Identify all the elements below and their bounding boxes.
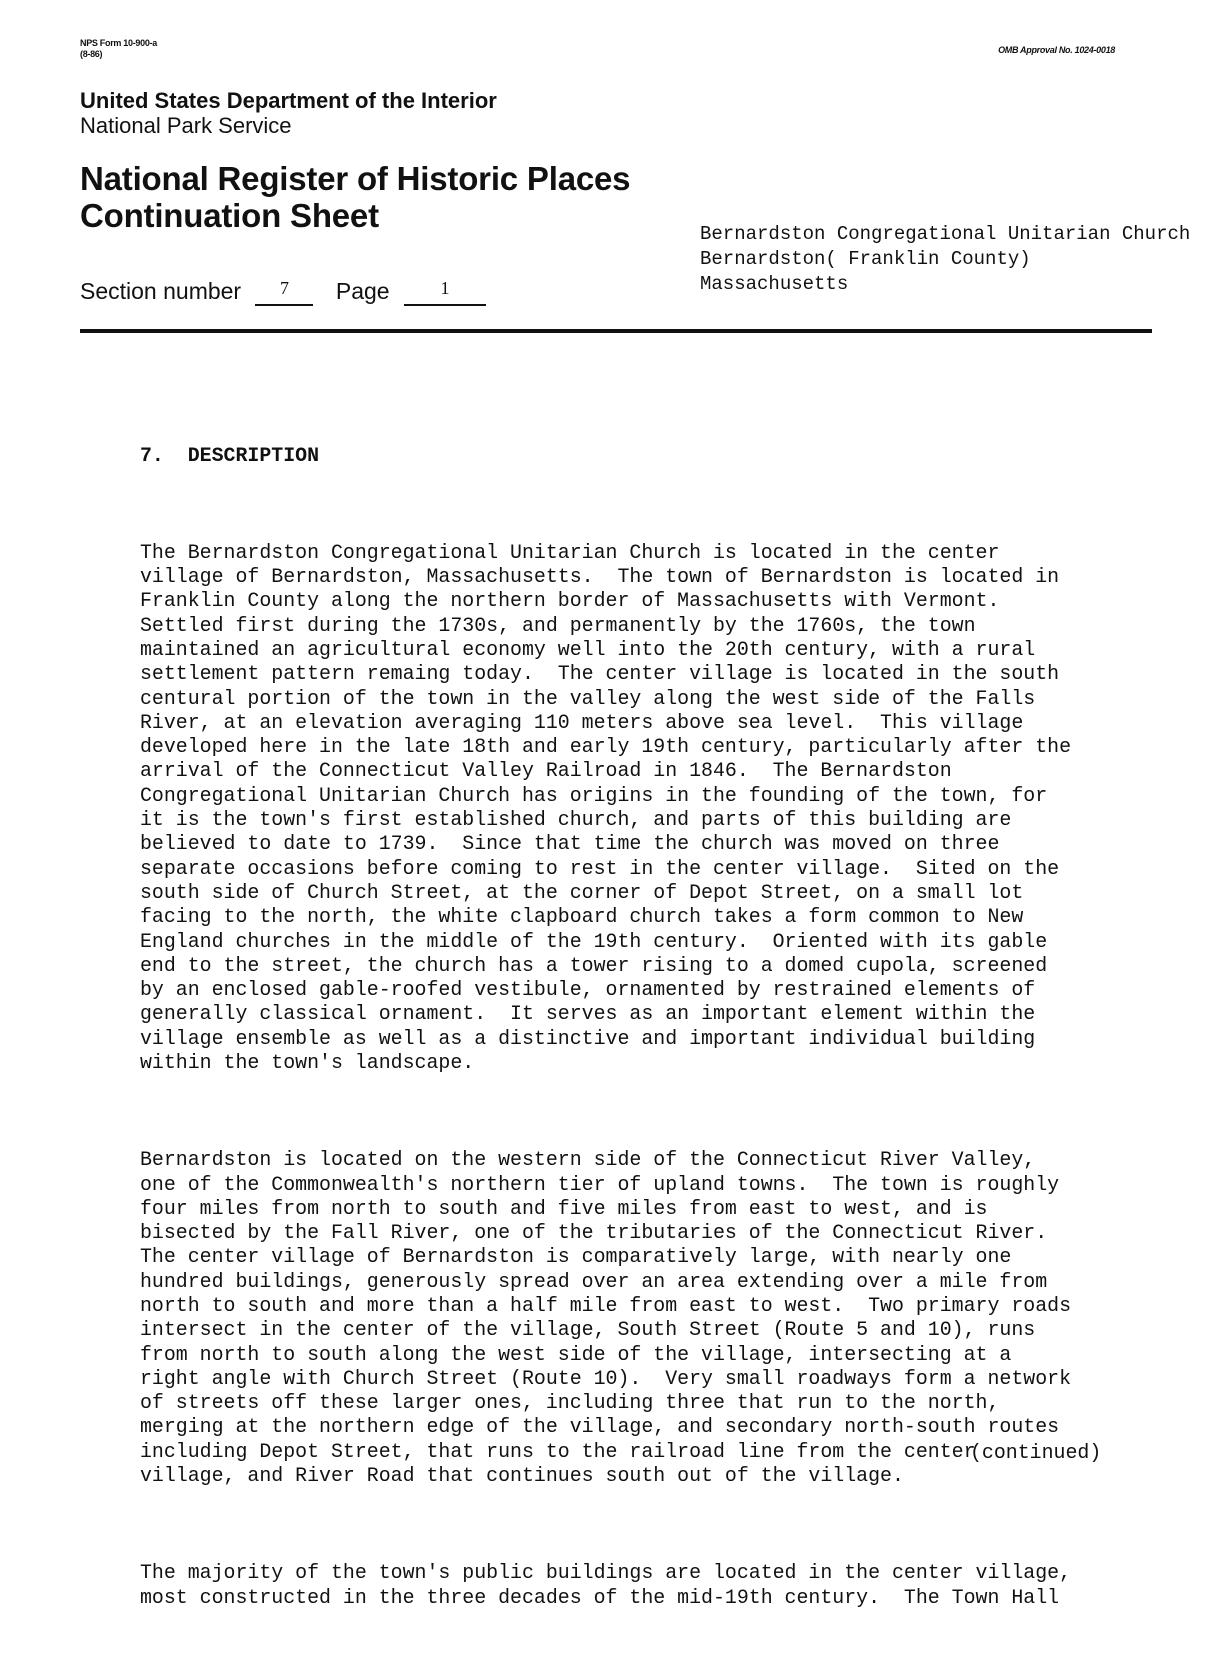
text-line: bisected by the Fall River, one of the tributaries of the Connecticut River.: [140, 1221, 1048, 1245]
text-line: maintained an agricultural economy well into the 20th century, with a rural: [140, 637, 1036, 661]
text-line: England churches in the middle of the 19th century. Oriented with its gable: [140, 929, 1048, 953]
text-line: The center village of Bernardston is comparatively large, with nearly one: [140, 1245, 1012, 1269]
paragraph: [140, 1561, 1140, 1610]
omb-approval: OMB Approval No. 1024-0018: [998, 45, 1115, 55]
text-line: Settled first during the 1730s, and permanently by the 1760s, the town: [140, 613, 976, 637]
form-number: [80, 38, 157, 60]
form-title: [80, 160, 630, 234]
text-line: by an enclosed gable-roofed vestibule, ornamented by restrained elements of: [140, 978, 1036, 1002]
text-line: The Bernardston Congregational Unitarian Church is located in the center: [140, 540, 1000, 564]
department-name: United States Department of the Interior: [80, 88, 497, 113]
section-heading: 7. DESCRIPTION: [140, 443, 320, 467]
text-line: from north to south along the west side of the village, intersecting at a: [140, 1342, 1012, 1366]
text-line: believed to date to 1739. Since that time the church was moved on three: [140, 832, 1000, 856]
text-line: hundred buildings, generously spread over an area extending over a mile from: [140, 1269, 1048, 1293]
text-line: village of Bernardston, Massachusetts. The town of Bernardston is located in: [140, 565, 1060, 589]
text-line: intersect in the center of the village, South Street (Route 5 and 10), runs: [140, 1318, 1036, 1342]
text-line: right angle with Church Street (Route 10). Very small roadways form a network: [140, 1366, 1072, 1390]
text-line: developed here in the late 18th and early 19th century, particularly after the: [140, 735, 1072, 759]
paragraph: [140, 541, 1140, 1076]
header-divider: [80, 329, 1152, 333]
agency-header: [80, 88, 497, 138]
text-line: Franklin County along the northern border of Massachusetts with Vermont.: [140, 589, 1000, 613]
property-name: Bernardston Congregational Unitarian Church: [700, 223, 1191, 245]
form-title-line1: National Register of Historic Places: [80, 160, 631, 197]
text-line: separate occasions before coming to rest in the center village. Sited on the: [140, 856, 1060, 880]
page-label: Page: [335, 278, 390, 304]
form-title-line2: Continuation Sheet: [80, 197, 379, 234]
paragraph: [140, 1148, 1140, 1488]
text-line: south side of Church Street, at the corner of Depot Street, on a small lot: [140, 880, 1024, 904]
section-number-label: Section number: [80, 278, 242, 304]
text-line: Congregational Unitarian Church has origins in the founding of the town, for: [140, 783, 1048, 807]
text-line: north to south and more than a half mile from east to west. Two primary roads: [140, 1293, 1072, 1317]
text-line: including Depot Street, that runs to the railroad line from the center: [140, 1439, 976, 1463]
text-line: it is the town's first established church, and parts of this building are: [140, 808, 1012, 832]
property-state: Massachusetts: [700, 273, 849, 295]
page-number-value: 1: [404, 278, 486, 306]
service-name: National Park Service: [80, 113, 292, 138]
document-body: [140, 395, 1140, 1658]
text-line: centural portion of the town in the valley along the west side of the Falls: [140, 686, 1036, 710]
text-line: of streets off these larger ones, including three that run to the north,: [140, 1391, 1000, 1415]
form-number-line: NPS Form 10-900-a: [80, 38, 157, 48]
text-line: merging at the northern edge of the village, and secondary north-south routes: [140, 1415, 1060, 1439]
section-page-line: [80, 278, 502, 306]
text-line: The majority of the town's public buildings are located in the center village,: [140, 1561, 1072, 1585]
text-line: Bernardston is located on the western side of the Connecticut River Valley,: [140, 1148, 1036, 1172]
text-line: River, at an elevation averaging 110 meters above sea level. This village: [140, 710, 1024, 734]
continued-note: (continued): [970, 1441, 1102, 1464]
text-line: arrival of the Connecticut Valley Railroad in 1846. The Bernardston: [140, 759, 952, 783]
text-line: settlement pattern remaing today. The center village is located in the south: [140, 662, 1060, 686]
text-line: village, and River Road that continues south out of the village.: [140, 1464, 904, 1488]
text-line: facing to the north, the white clapboard church takes a form common to New: [140, 905, 1024, 929]
property-info: [700, 222, 1190, 297]
text-line: end to the street, the church has a tower rising to a domed cupola, screened: [140, 953, 1048, 977]
property-location: Bernardston( Franklin County): [700, 248, 1031, 270]
text-line: one of the Commonwealth's northern tier of upland towns. The town is roughly: [140, 1172, 1060, 1196]
section-number-value: 7: [255, 278, 313, 306]
text-line: village ensemble as well as a distinctive and important individual building: [140, 1026, 1036, 1050]
text-line: four miles from north to south and five miles from east to west, and is: [140, 1196, 988, 1220]
form-revision-date: (8-86): [80, 49, 103, 59]
text-line: within the town's landscape.: [140, 1051, 475, 1075]
text-line: generally classical ornament. It serves as an important element within the: [140, 1002, 1036, 1026]
text-line: most constructed in the three decades of the mid-19th century. The Town Hall: [140, 1585, 1060, 1609]
